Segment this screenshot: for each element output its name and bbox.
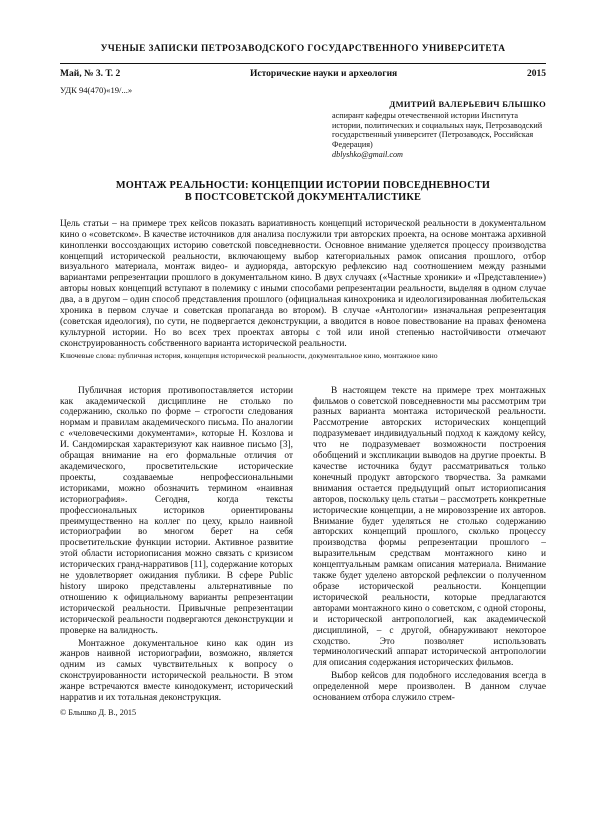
- body-columns: [60, 386, 546, 719]
- right-column: [313, 386, 546, 719]
- author-affiliation: аспирант кафедры отечественной истории Института истории, политических и социальных наук, Петрозаводский государственный университет (Петрозаводск, Российская Федерация): [332, 110, 543, 150]
- abstract: Цель статьи – на примере трех кейсов показать вариативность концепций исторической реальности в документальном кино о «советском». В качестве источников для анализа послужили три авторских проекта, на основе монтажа архивной кинопленки воссоздающих историю советской повседневности. Основное внимание уделяется процессу производства концепций исторической реальности, включающему выбор категориальных рамок описания прошлого, отбор визуального материала, монтаж видео- и аудиоряда, авторскую рефлексию над соотношением между разными вариантами репрезентации прошлого в документальном кино. В двух случаях («Частные хроники» и «Представление») авторы новых концепций вступают в полемику с иными способами репрезентации реальности, выделяя в одном случае два, а в другом – один способ представления прошлого (официальная кинохроника и идеологизированная любительская хроника в первом случае и советская пропаганда во втором). В случае «Антологии» изначальная репрезентация (советская идеология), по сути, не подвергается деконструкции, а вводится в новое повествование на правах феномена культурной истории. Но во всех трех проектах авторы с той или иной степенью настойчивости отмечают сконструированность собственного варианта исторической реальности.: [60, 218, 546, 349]
- article-page: [60, 40, 546, 719]
- paragraph: Публичная история противопоставляется истории как академической дисциплине не столько по содержанию, сколько по форме – строгости следования нормам и правилам академического письма. По аналогии с «человеческими документами», которые Н. Козлова и И. Сандомирская характеризуют как наивное письмо [3], обращая внимание на его формальные отличия от академического, просветительские исторические проекты, создаваемые непрофессиональными историками, можно обозначить термином «наивная историография». Сегодня, когда тексты профессиональных историков ориентированы преимущественно на коллег по цеху, крыло наивной историографии во многом берет на себя просветительские функции истории. Активное развитие этой области историописания можно связать с кризисом исторических гранд-нарративов [11], содержание которых не удовлетворяет ожидания публики. В сфере Public history широко представлены альтернативные по отношению к официальному варианты репрезентации исторической реальности. Привычные репрезентации исторической реальности подвергаются деконструкции и проверке на валидность.: [60, 385, 293, 636]
- copyright: © Блышко Д. В., 2015: [60, 707, 137, 717]
- journal-title: УЧЕНЫЕ ЗАПИСКИ ПЕТРОЗАВОДСКОГО ГОСУДАРСТВЕННОГО УНИВЕРСИТЕТА: [100, 44, 506, 54]
- paragraph: Монтажное документальное кино как один из жанров наивной историографии, возможно, является одним из самых чувствительных к вопросу о сконструированности исторической реальности. В этом жанре встречаются вместе кинодокумент, исторический нарратив и их тотальная деконструкция.: [60, 638, 293, 704]
- article-title: [60, 180, 546, 204]
- section-name: Исторические науки и археология: [250, 69, 398, 79]
- issue-info: Май, № 3. Т. 2: [60, 69, 121, 79]
- running-header: [60, 69, 546, 79]
- title-line-2: В ПОСТСОВЕТСКОЙ ДОКУМЕНТАЛИСТИКЕ: [184, 191, 422, 203]
- header-rule: [60, 63, 546, 64]
- keywords: Ключевые слова: публичная история, концепция исторической реальности, документальное кино, монтажное кино: [60, 350, 438, 360]
- author-block: [332, 100, 546, 160]
- year: 2015: [526, 69, 546, 79]
- left-column: [60, 386, 293, 719]
- paragraph: Выбор кейсов для подобного исследования всегда в определенной мере произволен. В данном случае основанием отбора служило стрем-: [313, 671, 546, 704]
- author-email[interactable]: dblyshko@gmail.com: [332, 149, 403, 159]
- paragraph: В настоящем тексте на примере трех монтажных фильмов о советской повседневности мы рассмотрим три разных варианта монтажа исторической реальности. Рассмотрение авторских исторических концепций подразумевает индивидуальный подход к каждому кейсу, что не подразумевает возможности построения обобщений и экспликации выводов на другие проекты. В качестве источника будут рассматриваться только конечный продукт авторского творчества. За рамками внимания остается предыдущий опыт историописания авторов, поскольку цель статьи – рассмотреть конкретные исторические концепции, а не мировоззрение их авторов. Внимание будет уделяться не столько содержанию авторских концепций прошлого, сколько процессу производства формы репрезентации прошлого – выразительным средствам монтажного кино и концептуальным рамкам описания материала. Внимание также будет уделено авторской рефлексии о полученном образе исторической реальности. Концепции исторической реальности, которые предлагаются авторами монтажного кино о советском, с одной стороны, и исторической антропологией, как академической дисциплиной, – с другой, обнаруживают некоторое сходство. Это позволяет использовать терминологический аппарат исторической антропологии для описания содержания исторических фильмов.: [313, 385, 546, 669]
- author-name: ДМИТРИЙ ВАЛЕРЬЕВИЧ БЛЫШКО: [389, 99, 546, 109]
- udk-code: УДК 94(470)«19/...»: [60, 85, 133, 95]
- title-line-1: МОНТАЖ РЕАЛЬНОСТИ: КОНЦЕПЦИИ ИСТОРИИ ПОВСЕДНЕВНОСТИ: [115, 179, 491, 191]
